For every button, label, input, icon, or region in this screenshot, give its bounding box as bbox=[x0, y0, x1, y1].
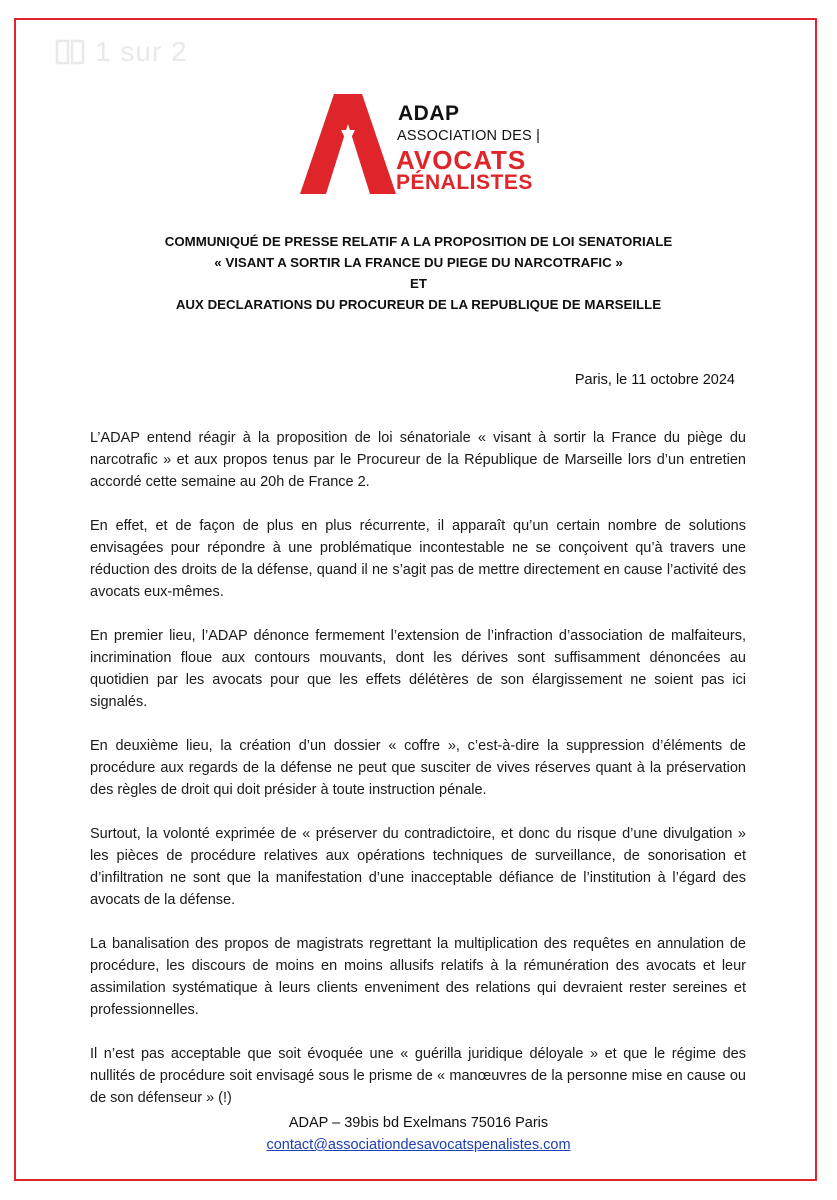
title-line: COMMUNIQUÉ DE PRESSE RELATIF A LA PROPOSITION DE LOI SENATORIALE bbox=[164, 234, 673, 249]
pages-icon bbox=[55, 38, 85, 66]
body-paragraph: Il n’est pas acceptable que soit évoquée une « guérilla juridique déloyale » et que le régime des nullités de procédure soit envisagé sous le prisme de « manœuvres de la personne mise en cause ou de son défenseur » (!) bbox=[90, 1046, 746, 1106]
logo-subtitle: ASSOCIATION DES | bbox=[397, 128, 541, 144]
body-text bbox=[90, 427, 746, 1131]
logo-brand: ADAP bbox=[398, 102, 460, 125]
press-release-title bbox=[60, 231, 777, 315]
logo-line-avocats: AVOCATS bbox=[396, 145, 527, 175]
title-line: ET bbox=[410, 276, 427, 291]
body-paragraph: Surtout, la volonté exprimée de « préserver du contradictoire, et donc du risque d’une divulgation » les pièces de procédure relatives aux opérations techniques de surveillance, de sonorisation et d’infiltration ne sont que la manifestation d’une inacceptable défiance de l’institution à l’égard des avocats de la défense. bbox=[90, 826, 746, 908]
footer bbox=[0, 1112, 837, 1156]
footer-address: ADAP – 39bis bd Exelmans 75016 Paris bbox=[288, 1115, 549, 1131]
body-paragraph: La banalisation des propos de magistrats regrettant la multiplication des requêtes en annulation de procédure, les discours de moins en moins allusifs relatifs à la rémunération des avocats et leur assimilation systématique à leurs clients enveniment des relations qui devraient rester sereines et professionnelles. bbox=[90, 936, 746, 1018]
body-paragraph: En effet, et de façon de plus en plus récurrente, il apparaît qu’un certain nombre de solutions envisagées pour répondre à une problématique incontestable ne se conçoivent qu’à travers une réduction des droits de la défense, quand il ne s’agit pas de mettre directement en cause l’activité des avocats eux-mêmes. bbox=[90, 518, 746, 600]
body-paragraph: L’ADAP entend réagir à la proposition de loi sénatoriale « visant à sortir la France du piège du narcotrafic » et aux propos tenus par le Procureur de la République de Marseille lors d’un entretien accordé cette semaine au 20h de France 2. bbox=[90, 430, 746, 490]
adap-a-logo-icon bbox=[298, 92, 398, 196]
page-indicator bbox=[55, 36, 188, 68]
adap-logo bbox=[298, 92, 558, 200]
logo-line-penalistes: PÉNALISTES bbox=[396, 171, 533, 194]
footer-email-link[interactable]: contact@associationdesavocatspenalistes.com bbox=[266, 1137, 571, 1153]
title-line: « VISANT A SORTIR LA FRANCE DU PIEGE DU NARCOTRAFIC » bbox=[214, 255, 623, 270]
title-line: AUX DECLARATIONS DU PROCUREUR DE LA REPUBLIQUE DE MARSEILLE bbox=[175, 297, 662, 312]
date-line: Paris, le 11 octobre 2024 bbox=[574, 372, 735, 388]
body-paragraph: En premier lieu, l’ADAP dénonce fermement l’extension de l’infraction d’association de malfaiteurs, incrimination floue aux contours mouvants, dont les dérives sont suffisamment dénoncées au quotidien par les avocats pour que les effets délétères de son élargissement ne soient pas ici signalés. bbox=[90, 628, 746, 710]
body-paragraph: En deuxième lieu, la création d’un dossier « coffre », c’est-à-dire la suppression d’éléments de procédure aux regards de la défense ne peut que susciter de vives réserves quant à la préservation des règles de droit qui doit présider à toute instruction pénale. bbox=[90, 738, 746, 798]
page-indicator-text: 1 sur 2 bbox=[95, 36, 188, 67]
